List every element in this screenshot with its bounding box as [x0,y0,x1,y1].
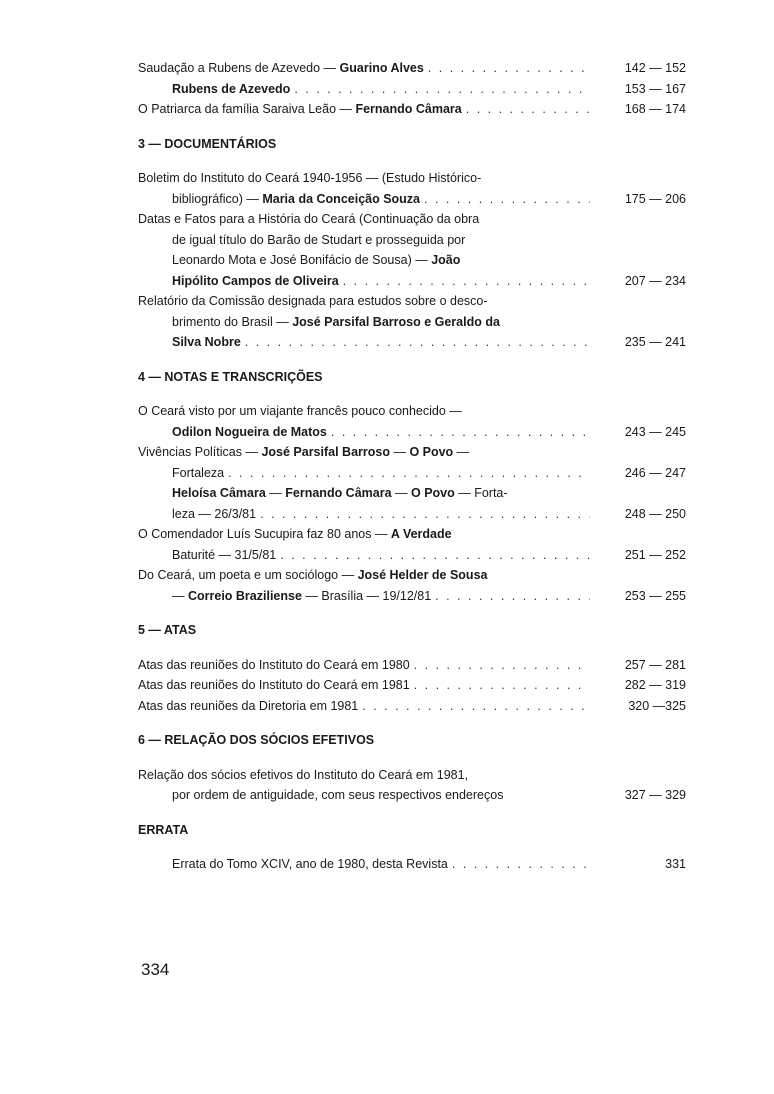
entry-source: Correio Braziliense [187,588,302,603]
entry-place: Fortaleza [172,465,225,480]
page-range: 331 [665,857,686,871]
entry-title: por ordem de antiguidade, com seus respectivos endereços [172,788,504,802]
page-range: 253 — 255 [624,588,686,603]
entry-title [138,442,690,463]
section-heading: 3 — DOCUMENTÁRIOS [138,136,277,151]
page-range: 175 — 206 [624,191,686,206]
toc-entry [138,675,690,696]
entry-author: Odilon Nogueira de Matos [172,424,327,439]
entry-title: Atas das reuniões do Instituto do Ceará em 1981 [138,678,410,692]
entry-source: A Verdade [390,527,452,541]
toc-entry [138,58,690,79]
entry-title: Datas e Fatos para a História do Ceará (Continuação da obra [138,212,480,226]
toc-entry [138,79,690,100]
page-range: 246 — 247 [624,465,686,480]
entry-author: Fernando Câmara [355,102,462,116]
entry-title: Atas das reuniões do Instituto do Ceará em 1980 [138,657,410,672]
entry-title: Relatório da Comissão designada para estudos sobre o desco- [138,294,488,308]
toc-entry [138,442,690,483]
entry-title: Errata do Tomo XCIV, ano de 1980, desta Revista [172,857,448,871]
entry-author: José Parsifal Barroso [261,445,390,459]
entry-place: Baturité — 31/5/81 [172,547,277,562]
entry-title: Relação dos sócios efetivos do Instituto do Ceará em 1981, [138,767,469,782]
entry-title: Atas das reuniões da Diretoria em 1981 [138,698,359,713]
toc-entry [138,483,690,524]
page-range: 320 —325 [628,698,686,713]
page-range: 327 — 329 [624,788,686,802]
entry-title: brimento do Brasil — [172,314,293,329]
entry-author: Hipólito Campos de Oliveira [172,273,339,288]
toc-entry [138,696,690,717]
entry-author: Rubens de Azevedo [172,81,291,96]
page-range: 153 — 167 [624,81,686,96]
entry-place: — Brasília — 19/12/81 [301,588,432,603]
entry-place: leza — 26/3/81 [172,506,257,521]
entry-title [138,483,690,504]
toc-entry [138,291,690,353]
section-heading: 5 — ATAS [138,623,197,637]
separator: — [172,588,188,603]
entry-author: Heloísa Câmara [172,486,266,500]
page-range: 248 — 250 [624,506,686,521]
entry-source: O Povo [409,445,454,459]
section-heading: 6 — RELAÇÃO DOS SÓCIOS EFETIVOS [138,733,375,747]
separator: — [453,445,470,459]
entry-title [138,312,690,333]
entry-title: bibliográfico) — [172,191,263,206]
entry-title: de igual título do Barão de Studart e prosseguida por [172,232,466,247]
entry-title: Saudação a Rubens de Azevedo — [138,61,340,75]
toc-entry [138,565,690,606]
entry-author: Silva Nobre [172,335,241,349]
entry-author: Fernando Câmara [285,486,392,500]
entry-author: José Helder de Sousa [357,568,488,582]
page-range: 257 — 281 [624,657,686,672]
entry-author: José Parsifal Barroso e Geraldo da [292,314,500,329]
entry-title: Boletim do Instituto do Ceará 1940-1956 — (Estudo Histórico- [138,171,482,185]
entry-title: O Comendador Luís Sucupira faz 80 anos — [138,527,391,541]
entry-title: O Patriarca da família Saraiva Leão — [138,102,356,116]
toc-entry [138,854,690,875]
toc-entry [138,524,690,565]
page-range: 168 — 174 [624,102,686,116]
toc-entry [138,401,690,442]
page-range: 142 — 152 [624,61,686,75]
entry-title [138,524,690,545]
entry-title [138,565,690,586]
table-of-contents [138,58,690,875]
separator: — [389,445,410,459]
entry-author: Guarino Alves [339,61,424,75]
page-range: 243 — 245 [624,424,686,439]
entry-title: O Ceará visto por um viajante francês pouco conhecido — [138,404,462,418]
toc-entry [138,99,690,120]
entry-title [138,250,690,271]
separator: — [265,486,286,500]
section-heading: 4 — NOTAS E TRANSCRIÇÕES [138,369,323,384]
section-heading: ERRATA [138,822,189,837]
page-range: 251 — 252 [624,547,686,562]
page-range: 282 — 319 [624,678,686,692]
toc-entry [138,168,690,209]
separator: — [391,486,411,500]
page-number: 334 [141,960,170,979]
page-range: 207 — 234 [624,273,686,288]
entry-author: Maria da Conceição Souza [262,191,421,206]
toc-entry [138,209,690,291]
entry-source: O Povo [411,486,455,500]
page-range: 235 — 241 [624,335,686,349]
entry-title: Do Ceará, um poeta e um sociólogo — [138,568,358,582]
toc-entry [138,765,690,806]
toc-entry [138,655,690,676]
entry-place: — Forta- [454,486,508,500]
entry-title: Vivências Políticas — [138,445,262,459]
entry-author: João [431,253,461,267]
entry-title: Leonardo Mota e José Bonifácio de Sousa) — [172,253,432,267]
